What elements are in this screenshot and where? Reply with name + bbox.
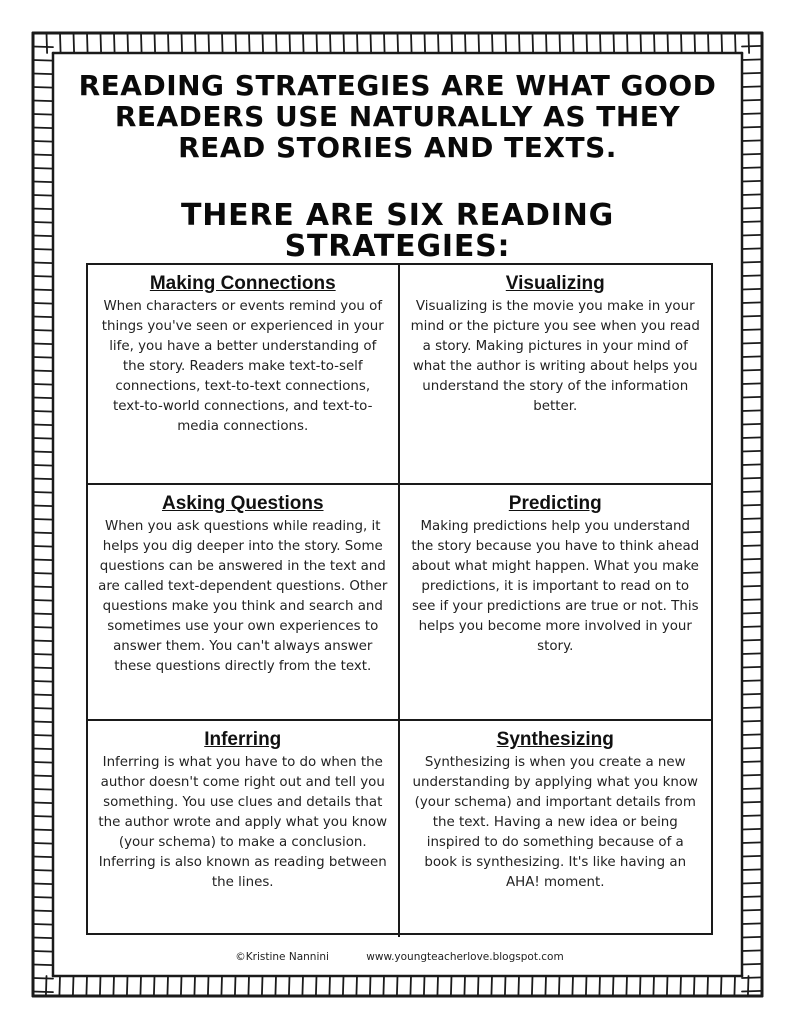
strategy-description: Inferring is what you have to do when the author doesn't come right out and tell you something. You use clues and details that the author wrote and apply what you know (your schema) to make a conclusion. Inferring is also known as reading between the lines. — [98, 755, 388, 890]
strategy-title: Visualizing — [505, 273, 605, 294]
website-text: www.youngteacherlove.blogspot.com — [366, 951, 564, 963]
strategies-grid — [86, 263, 713, 935]
strategy-title: Synthesizing — [496, 729, 614, 750]
intro-heading: READING STRATEGIES ARE WHAT GOOD READERS USE NATURALLY AS THEY READ STORIES AND TEXTS. — [78, 69, 717, 164]
strategy-title: Predicting — [508, 493, 602, 514]
strategy-description: When you ask questions while reading, it helps you dig deeper into the story. Some questions can be answered in the text and are called text-dependent questions. Other questions make you think and search and sometimes use your own experiences to answer them. You can't always answer these questions directly from the text. — [98, 519, 388, 674]
strategy-card-asking-questions — [88, 485, 400, 721]
six-strategies-heading: THERE ARE SIX READING STRATEGIES: — [180, 198, 615, 264]
strategy-title: Inferring — [204, 729, 282, 750]
strategy-card-making-connections — [88, 265, 400, 485]
strategy-description: Synthesizing is when you create a new understanding by applying what you know (your schema) and important details from the text. Having a new idea or being inspired to do something because of a book is synthesizing. It's like having an AHA! moment. — [412, 755, 698, 890]
strategy-title: Asking Questions — [161, 493, 324, 514]
copyright-text: ©Kristine Nannini — [235, 951, 329, 963]
strategy-card-visualizing — [400, 265, 712, 485]
strategy-card-inferring — [88, 721, 400, 937]
footer-credits — [86, 951, 713, 963]
strategy-title: Making Connections — [149, 273, 336, 294]
strategy-card-synthesizing — [400, 721, 712, 937]
strategy-description: Visualizing is the movie you make in your mind or the picture you see when you read a story. Making pictures in your mind of what the author is writing about helps you understand the story of the information better. — [410, 299, 700, 414]
strategy-card-predicting — [400, 485, 712, 721]
strategy-description: Making predictions help you understand the story because you have to think ahead about what might happen. What you make predictions, it is important to read on to see if your predictions are true or not. This helps you become more involved in your story. — [411, 519, 700, 654]
strategy-description: When characters or events remind you of things you've seen or experienced in your life, you have a better understanding of the story. Readers make text-to-self connections, text-to-text connections, text-to-world connections, and text-to-media connections. — [101, 299, 384, 434]
